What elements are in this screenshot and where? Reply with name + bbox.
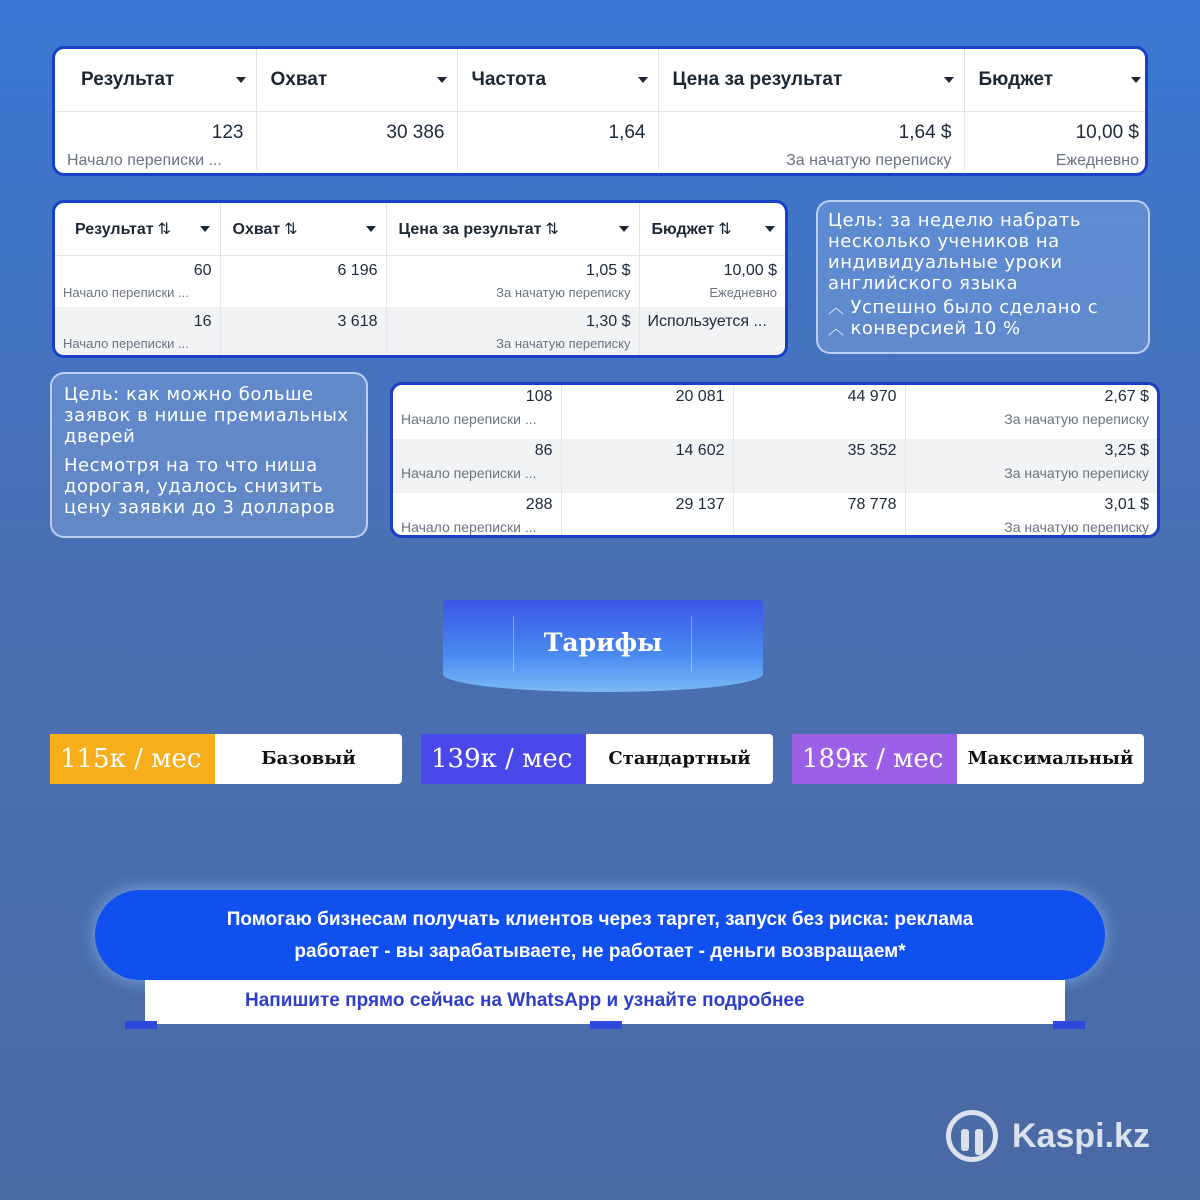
tariffs-label: Тарифы (543, 628, 663, 657)
header-label: Цена за результат (398, 220, 542, 238)
case-goal: Цель: как можно больше заявок в нише премиальных дверей (64, 384, 349, 447)
cost-value: 1,30 $ (586, 313, 631, 330)
divider (691, 616, 692, 672)
column-header-budget[interactable] (964, 49, 1148, 111)
cost-cell (905, 385, 1157, 439)
sort-icon[interactable]: ⇅ (157, 220, 171, 238)
budget-type: Ежедневно (1055, 151, 1139, 169)
result-value: 60 (193, 261, 212, 279)
cost-type: За начатую переписку (786, 151, 952, 169)
header-label: Результат (81, 68, 175, 90)
header-label: Охват (270, 68, 328, 90)
decor-bar (1053, 1021, 1085, 1029)
result-type: Начало переписки ... (401, 465, 537, 481)
budget-cell (639, 255, 785, 307)
result-cell (55, 111, 256, 170)
reach-cell: 20 081 (561, 385, 733, 439)
result-cell (393, 493, 561, 538)
case-goal: Цель: за неделю набрать несколько учеников на индивидуальные уроки английского языка (828, 210, 1081, 294)
chevron-down-icon[interactable] (437, 77, 447, 83)
budget-cell (964, 111, 1148, 170)
reach-cell: 30 386 (256, 111, 457, 170)
chevron-down-icon[interactable] (765, 226, 775, 232)
column-header-frequency[interactable] (457, 49, 658, 111)
plan-price: 139к / мес (421, 734, 586, 784)
whatsapp-cta[interactable] (145, 980, 1065, 1024)
budget-value: Используется ... (647, 313, 767, 330)
result-type: Начало переписки ... (63, 336, 189, 351)
plan-standard[interactable] (421, 734, 773, 784)
result-cell (393, 439, 561, 493)
plan-name: Максимальный (957, 734, 1144, 784)
sort-icon[interactable]: ⇅ (545, 220, 559, 238)
chevron-down-icon[interactable] (638, 77, 648, 83)
reach-cell: 29 137 (561, 493, 733, 538)
column-header-cost[interactable] (386, 203, 639, 255)
chevron-down-icon[interactable] (944, 77, 954, 83)
column-header-budget[interactable] (639, 203, 785, 255)
column-header-cost[interactable] (658, 49, 964, 111)
table-row[interactable] (55, 111, 1148, 170)
kaspi-watermark (946, 1108, 1166, 1164)
cost-type: За начатую переписку (1004, 411, 1149, 427)
case-result: Успешно было сделано с конверсией 10 % (850, 297, 1099, 339)
results-table-1 (52, 46, 1148, 176)
table-row[interactable] (393, 493, 1157, 538)
table-row[interactable] (55, 307, 785, 358)
cost-value: 2,67 $ (1104, 388, 1149, 405)
result-cell (55, 307, 220, 358)
header-label: Бюджет (978, 68, 1054, 90)
plan-basic[interactable] (50, 734, 402, 784)
chevron-up-icon: ︿ ︿ (828, 298, 845, 338)
plan-price: 115к / мес (50, 734, 215, 784)
sort-icon[interactable]: ⇅ (284, 220, 298, 238)
cost-cell (658, 111, 964, 170)
impressions-cell: 78 778 (733, 493, 905, 538)
cost-type: За начатую переписку (1004, 519, 1149, 535)
reach-cell: 14 602 (561, 439, 733, 493)
result-value: 108 (525, 388, 553, 405)
cost-type: За начатую переписку (1004, 465, 1149, 481)
header-label: Частота (471, 68, 547, 90)
impressions-cell: 35 352 (733, 439, 905, 493)
column-header-reach[interactable] (220, 203, 386, 255)
cost-cell (905, 439, 1157, 493)
budget-value: 10,00 $ (1075, 121, 1139, 143)
result-type: Начало переписки ... (63, 284, 189, 300)
promo-text-line: Помогаю бизнесам получать клиентов через таргет, запуск без риска: реклама (226, 909, 974, 930)
cost-value: 1,64 $ (898, 121, 952, 143)
header-label: Цена за результат (672, 68, 843, 90)
promo-banner (95, 890, 1105, 980)
budget-value: 10,00 $ (723, 261, 777, 279)
result-type: Начало переписки ... (67, 151, 222, 169)
result-value: 123 (211, 121, 244, 143)
result-value: 86 (534, 442, 553, 459)
kaspi-logo-icon (946, 1110, 998, 1162)
table-row[interactable] (55, 255, 785, 307)
budget-cell (639, 307, 785, 358)
chevron-down-icon[interactable] (236, 77, 246, 83)
tariffs-button[interactable] (443, 600, 763, 692)
result-type: Начало переписки ... (401, 411, 537, 427)
result-cell (393, 385, 561, 439)
case-note-doors (50, 372, 368, 538)
chevron-down-icon[interactable] (619, 226, 629, 232)
plan-price: 189к / мес (792, 734, 957, 784)
decor-bar (125, 1021, 157, 1029)
column-header-result[interactable] (55, 203, 220, 255)
case-result: Несмотря на то что ниша дорогая, удалось снизить цену заявки до 3 долларов (64, 455, 336, 518)
cost-cell (905, 493, 1157, 538)
result-cell (55, 255, 220, 307)
result-value: 288 (525, 496, 553, 513)
cost-cell (386, 255, 639, 307)
reach-cell: 6 196 (220, 255, 386, 307)
cost-type: За начатую переписку (496, 284, 631, 300)
cost-type: За начатую переписку (496, 336, 631, 351)
case-note-english (816, 200, 1150, 354)
impressions-cell: 44 970 (733, 385, 905, 439)
header-label: Бюджет (651, 220, 715, 238)
results-table-2 (52, 200, 788, 358)
reach-cell: 3 618 (220, 307, 386, 358)
results-table-3 (390, 382, 1160, 538)
promo-text-line: работает - вы зарабатываете, не работает - деньги возвращаем* (294, 941, 906, 962)
chevron-down-icon[interactable] (200, 226, 210, 232)
cost-value: 3,25 $ (1104, 442, 1149, 459)
plan-maximum[interactable] (792, 734, 1144, 784)
plan-name: Стандартный (586, 734, 773, 784)
cost-value: 1,05 $ (586, 261, 631, 279)
result-value: 16 (193, 313, 212, 330)
frequency-cell: 1,64 (457, 111, 658, 170)
sort-icon[interactable]: ⇅ (718, 220, 732, 238)
table-row[interactable] (393, 385, 1157, 439)
cost-value: 3,01 $ (1104, 496, 1149, 513)
chevron-down-icon[interactable] (366, 226, 376, 232)
decor-bar (590, 1021, 622, 1029)
case-result-row (828, 297, 1138, 339)
watermark-text: Kaspi.kz (1012, 1116, 1150, 1155)
result-type: Начало переписки ... (401, 519, 537, 535)
budget-type: Ежедневно (709, 284, 777, 300)
divider (513, 616, 514, 672)
table-row[interactable] (393, 439, 1157, 493)
header-label: Охват (232, 220, 281, 238)
column-header-reach[interactable] (256, 49, 457, 111)
cost-cell (386, 307, 639, 358)
header-label: Результат (75, 220, 154, 238)
chevron-down-icon[interactable] (1131, 77, 1141, 83)
column-header-result[interactable] (55, 49, 256, 111)
cta-label: Напишите прямо сейчас на WhatsApp и узнайте подробнее (245, 990, 805, 1011)
plan-name: Базовый (215, 734, 402, 784)
